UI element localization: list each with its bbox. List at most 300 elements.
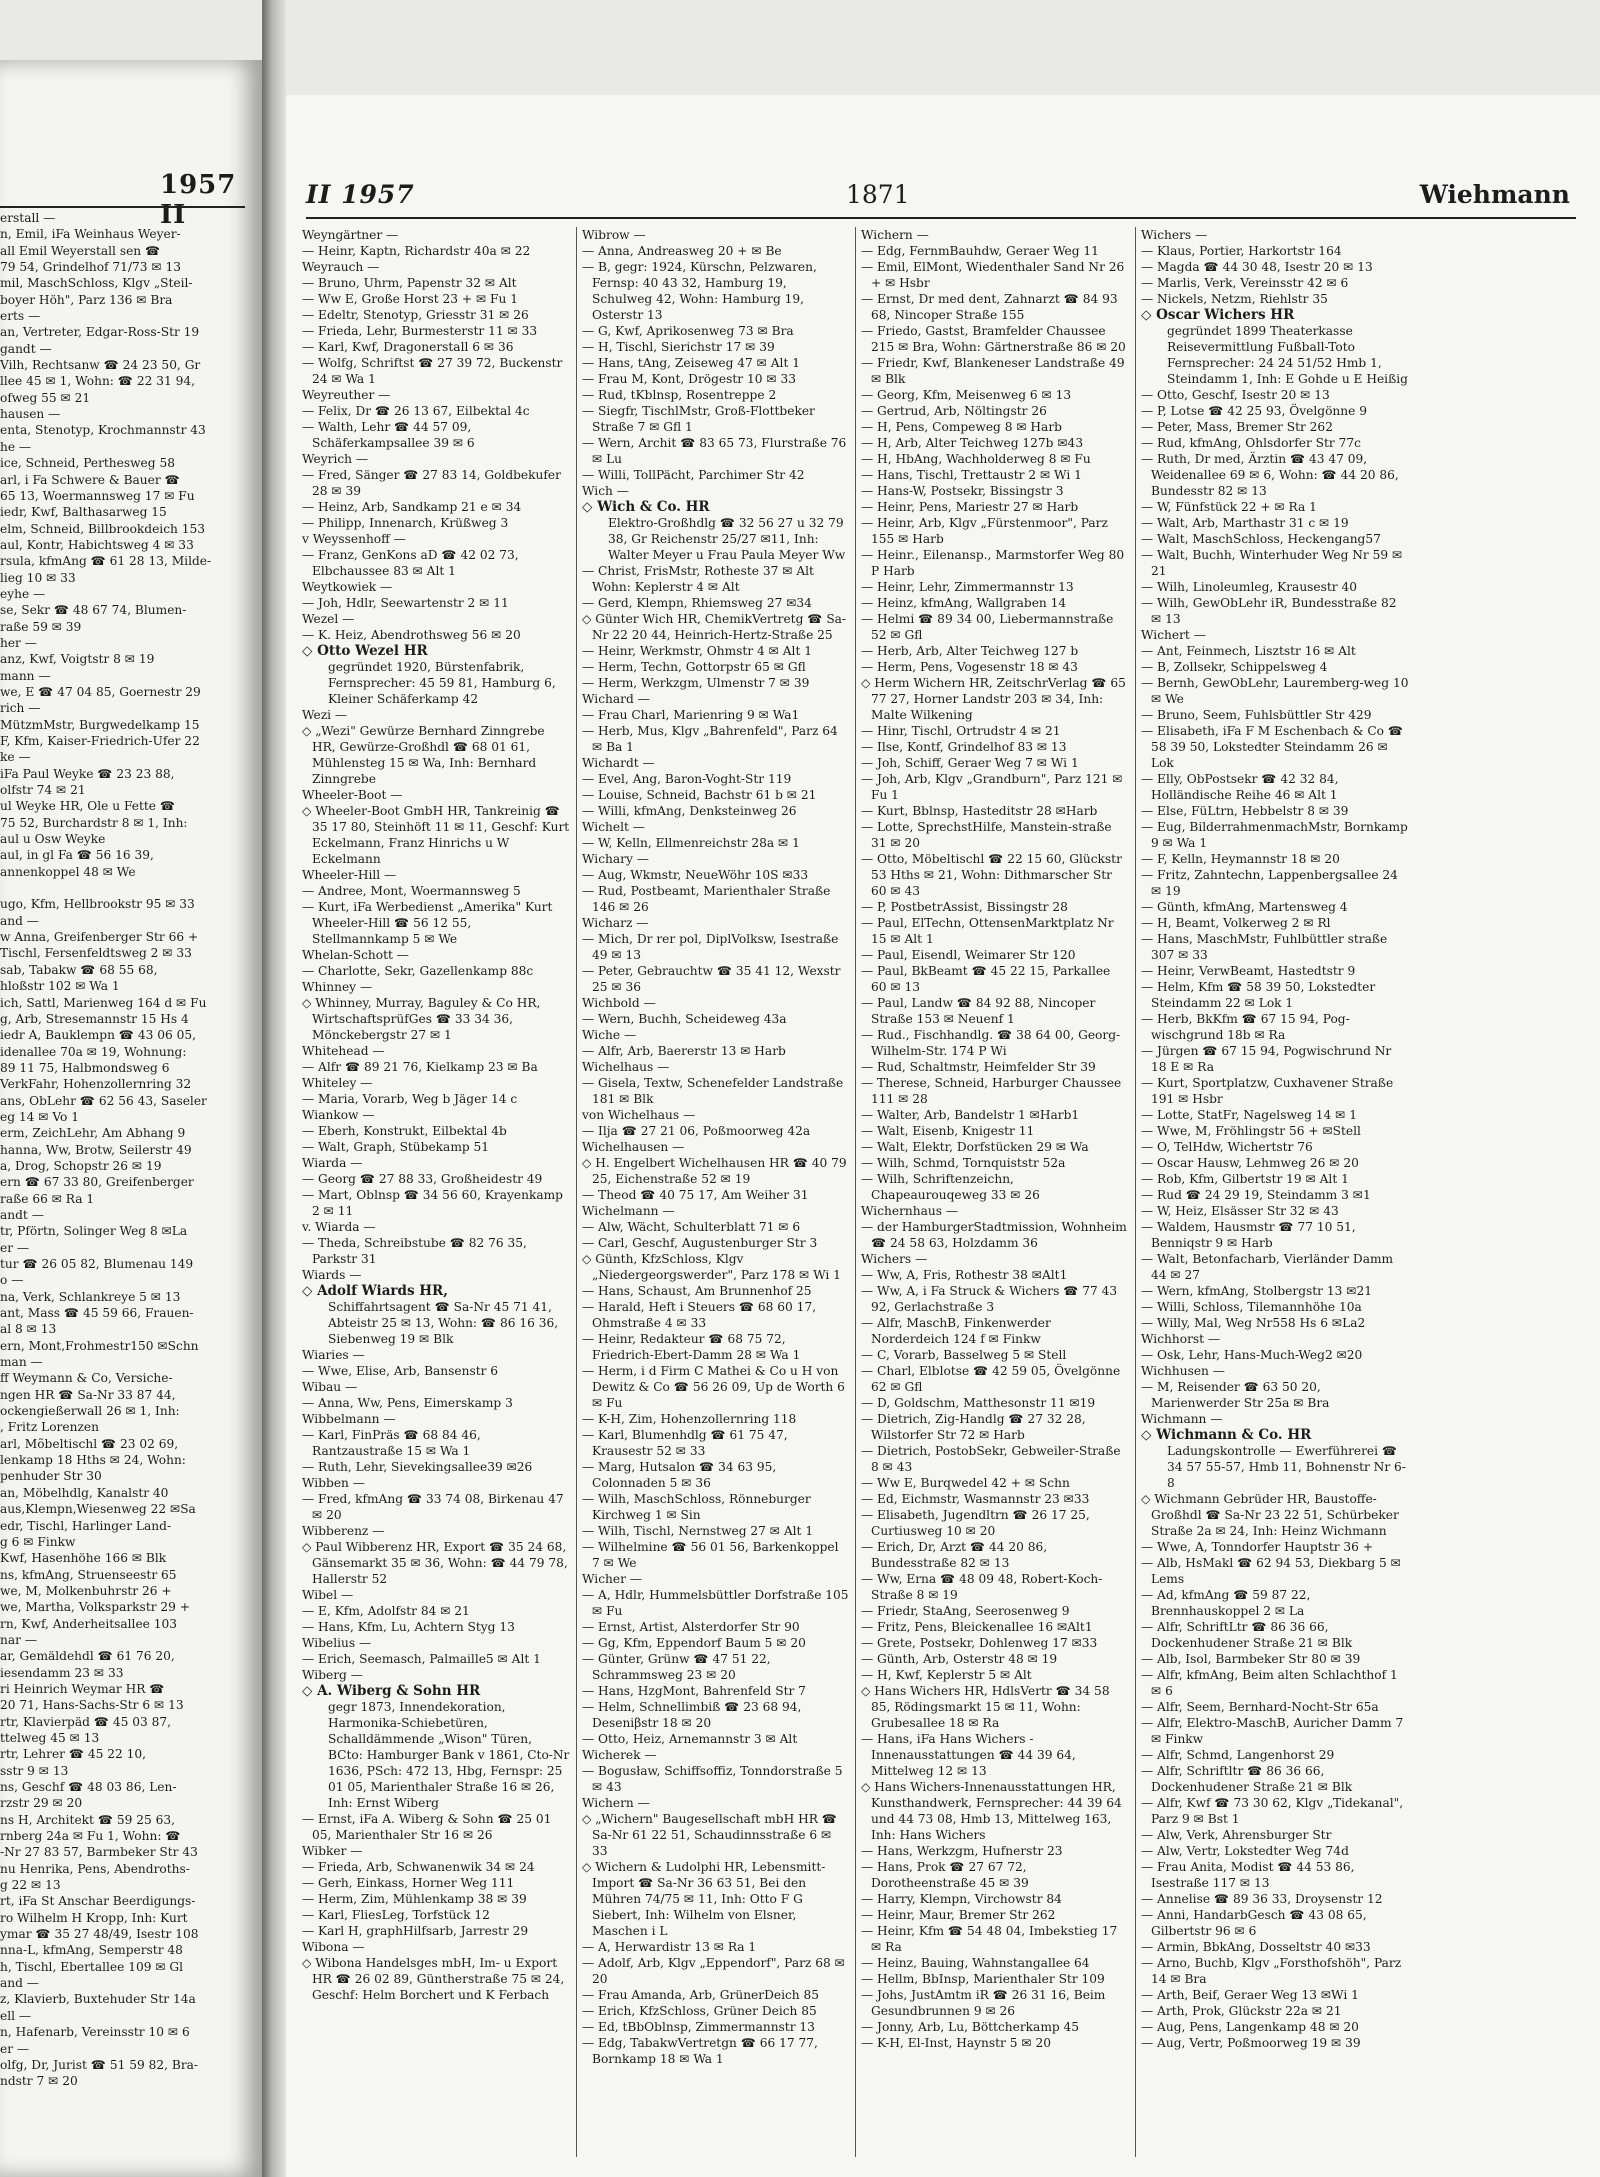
directory-entry: — Theda, Schreibstube ☎ 82 76 35, Parkstr 31: [302, 1236, 527, 1266]
directory-entry: — Wilh, MaschSchloss, Rönneburger Kirchweg 1 ✉ Sin: [582, 1492, 811, 1522]
directory-entry: — Lotte, SprechstHilfe, Manstein-straße 31 ✉ 20: [861, 820, 1112, 850]
directory-entry: — Therese, Schneid, Harburger Chaussee 111 ✉ 28: [861, 1076, 1122, 1106]
directory-entry: Ladungskontrolle — Ewerführerei ☎ 34 57 55-57, Hmb 11, Bohnenstr Nr 6-8: [1167, 1444, 1406, 1490]
directory-entry: — Elly, ObPostsekr ☎ 42 32 84, Holländische Reihe 46 ✉ Alt 1: [1141, 772, 1339, 802]
directory-entry: — Johs, JustAmtm iR ☎ 26 31 16, Beim Gesundbrunnen 9 ✉ 26: [861, 1988, 1106, 2018]
directory-entry: — Rud, Schaltmstr, Heimfelder Str 39: [861, 1060, 1096, 1074]
directory-entry: — Otto, Heiz, Arnemannstr 3 ✉ Alt: [582, 1732, 798, 1746]
directory-entry: — A, Herwardistr 13 ✉ Ra 1: [582, 1940, 757, 1954]
firm-name: ◇ A. Wiberg & Sohn HR: [302, 1683, 481, 1699]
directory-entry: — Heinz, kfmAng, Wallgraben 14: [861, 596, 1067, 610]
directory-entry: — G, Kwf, Aprikosenweg 73 ✉ Bra: [582, 324, 794, 338]
previous-page-line: we, M, Molkenbuhrstr 26 +: [0, 1583, 172, 1598]
previous-page-line: enta, Stenotyp, Krochmannstr 43: [0, 423, 206, 438]
directory-entry: gegr 1873, Innendekoration, Harmonika-Schiebetüren, Schalldämmende „Wison" Türen, BCto: Hamburger Bank v 1861, Cto-Nr 1636, PSch: 472 13, Hbg, Fernspr: 25 01 05, Marienthaler Straße 16 ✉ 26, Inh: Ernst Wiberg: [328, 1700, 570, 1810]
directory-entry: — Walt, Arb, Marthastr 31 c ✉ 19: [1141, 516, 1349, 530]
directory-entry: — Wwe, Elise, Arb, Bansenstr 6: [302, 1364, 499, 1378]
directory-entry: — Peter, Mass, Bremer Str 262: [1141, 420, 1333, 434]
directory-entry: — Nickels, Netzm, Riehlstr 35: [1141, 292, 1328, 306]
previous-page-line: Vilh, Rechtsanw ☎ 24 23 50, Gr: [0, 358, 201, 373]
directory-entry: — Rud., Fischhandlg. ☎ 38 64 00, Georg-Wilhelm-Str. 174 P Wi: [861, 1028, 1121, 1058]
previous-page-line: g 22 ✉ 13: [0, 1878, 61, 1893]
directory-entry: — Herm, Techn, Gottorpstr 65 ✉ Gfl: [582, 660, 806, 674]
previous-page-line: n, Hafenarb, Vereinsstr 10 ✉ 6: [0, 2025, 190, 2040]
directory-entry: Wibau —: [302, 1380, 358, 1394]
directory-entry: — Heinr, Arb, Klgv „Fürstenmoor", Parz 155 ✉ Harb: [861, 516, 1108, 546]
directory-entry: — Frau Anita, Modist ☎ 44 53 86, Isestraße 117 ✉ 13: [1141, 1860, 1355, 1890]
directory-entry: — Herb, BkKfm ☎ 67 15 94, Pog-wischgrund 18b ✉ Ra: [1141, 1012, 1350, 1042]
directory-entry: — Else, FüLtrn, Hebbelstr 8 ✉ 39: [1141, 804, 1349, 818]
previous-page-line: olfg, Dr, Jurist ☎ 51 59 82, Bra-: [0, 2057, 199, 2072]
directory-entry: Wiards —: [302, 1268, 362, 1282]
previous-page-line: nu Henrika, Pens, Abendroths-: [0, 1861, 190, 1876]
directory-entry: — Emil, ElMont, Wiedenthaler Sand Nr 26 + ✉ Hsbr: [861, 260, 1125, 290]
directory-entry: Weytkowiek —: [302, 580, 393, 594]
directory-entry: — Kurt, Bblnsp, Hasteditstr 28 ✉Harb: [861, 804, 1098, 818]
previous-page-line: ns, kfmAng, Struenseestr 65: [0, 1567, 177, 1582]
directory-entry: — D, Goldschm, Matthesonstr 11 ✉19: [861, 1396, 1096, 1410]
directory-entry: Wicher —: [582, 1572, 642, 1586]
previous-page-line: eg 14 ✉ Vo 1: [0, 1109, 80, 1124]
directory-entry: — Louise, Schneid, Bachstr 61 b ✉ 21: [582, 788, 817, 802]
previous-page-line: ro Wilhelm H Kropp, Inh: Kurt: [0, 1910, 188, 1925]
previous-page-line: lenkamp 18 Hths ✉ 24, Wohn:: [0, 1453, 186, 1468]
directory-entry: — Walt, Elektr, Dorfstücken 29 ✉ Wa: [861, 1140, 1089, 1154]
directory-entry: — Gisela, Textw, Schenefelder Landstraße 181 ✉ Blk: [582, 1076, 844, 1106]
directory-entry: — Walt, Buchh, Winterhuder Weg Nr 59 ✉ 21: [1141, 548, 1403, 578]
directory-entry: — Willi, TollPächt, Parchimer Str 42: [582, 468, 805, 482]
directory-entry: — H, HbAng, Wachholderweg 8 ✉ Fu: [861, 452, 1091, 466]
directory-entry: — Frieda, Lehr, Burmesterstr 11 ✉ 33: [302, 324, 538, 338]
directory-entry: Wezel —: [302, 612, 355, 626]
directory-entry: Whiteley —: [302, 1076, 373, 1090]
directory-entry: — Alb, HsMakl ☎ 62 94 53, Diekbarg 5 ✉ Lems: [1141, 1556, 1401, 1586]
directory-entry: — Hans, tAng, Zeiseweg 47 ✉ Alt 1: [582, 356, 800, 370]
directory-entry: — Hans, Prok ☎ 27 67 72, Dorotheenstraße 45 ✉ 39: [861, 1860, 1029, 1890]
directory-entry: v. Wiarda —: [302, 1220, 376, 1234]
directory-entry: — Hinr, Tischl, Ortrudstr 4 ✉ 21: [861, 724, 1061, 738]
directory-entry: Wichbold —: [582, 996, 656, 1010]
directory-entry: — Adolf, Arb, Klgv „Eppendorf", Parz 68 ✉ 20: [582, 1956, 845, 1986]
directory-entry: — Wilh, Tischl, Nernstweg 27 ✉ Alt 1: [582, 1524, 814, 1538]
directory-entry: — B, Zollsekr, Schippelsweg 4: [1141, 660, 1328, 674]
directory-entry: — Dietrich, Zig-Handlg ☎ 27 32 28, Wilstorfer Str 72 ✉ Harb: [861, 1412, 1086, 1442]
directory-entry: ◇ „Wichern" Baugesellschaft mbH HR ☎ Sa-Nr 61 22 51, Schaudinnsstraße 6 ✉ 33: [582, 1812, 837, 1858]
previous-page-line: we, Martha, Volksparkstr 29 +: [0, 1600, 191, 1615]
directory-entry: — Rud, Postbeamt, Marienthaler Straße 146 ✉ 26: [582, 884, 831, 914]
directory-entry: — Günter, Grünw ☎ 47 51 22, Schrammsweg 23 ✉ 20: [582, 1652, 771, 1682]
directory-entry: — Paul, Eisendl, Weimarer Str 120: [861, 948, 1076, 962]
previous-page-line: raße 59 ✉ 39: [0, 619, 82, 634]
previous-page-line: 79 54, Grindelhof 71/73 ✉ 13: [0, 260, 182, 275]
previous-page-line: 89 11 75, Halbmondsweg 6: [0, 1060, 170, 1075]
previous-page-line: hausen —: [0, 407, 61, 422]
directory-entry: — M, Reisender ☎ 63 50 20, Marienwerder Str 25a ✉ Bra: [1141, 1380, 1330, 1410]
previous-page-line: h, Tischl, Ebertallee 109 ✉ Gl: [0, 1959, 184, 1974]
previous-page-line: Kwf, Hasenhöhe 166 ✉ Blk: [0, 1551, 167, 1566]
directory-entry: — Elisabeth, Jugendltrn ☎ 26 17 25, Curtiusweg 10 ✉ 20: [861, 1508, 1090, 1538]
directory-entry: Wheeler-Boot —: [302, 788, 403, 802]
previous-page-line: andt —: [0, 1207, 44, 1222]
previous-page-line: MützmMstr, Burgwedelkamp 15: [0, 717, 200, 732]
directory-entry: ◇ Günter Wich HR, ChemikVertretg ☎ Sa-Nr 22 20 44, Heinrich-Hertz-Straße 25: [582, 612, 847, 642]
directory-entry: — Ww, A, i Fa Struck & Wichers ☎ 77 43 92, Gerlachstraße 3: [861, 1284, 1118, 1314]
previous-page-line: erstall —: [0, 211, 56, 225]
previous-page-line: g, Arb, Stresemannstr 15 Hs 4: [0, 1011, 189, 1026]
directory-entry: — Hans, HzgMont, Bahrenfeld Str 7: [582, 1684, 806, 1698]
directory-entry: — Alfr, MaschB, Finkenwerder Norderdeich 124 f ✉ Finkw: [861, 1316, 1051, 1346]
previous-page-line: nna-L, kfmAng, Semperstr 48: [0, 1943, 183, 1958]
directory-entry: — Ed, tBbOblnsp, Zimmermannstr 13: [582, 2020, 815, 2034]
directory-entry: — Ww E, Große Horst 23 + ✉ Fu 1: [302, 292, 518, 306]
previous-page-line: ar, Gemäldehdl ☎ 61 76 20,: [0, 1649, 175, 1664]
directory-entry: — Wilh, GewObLehr iR, Bundesstraße 82 ✉ 13: [1141, 596, 1397, 626]
previous-page-line: ndstr 7 ✉ 20: [0, 2074, 78, 2089]
directory-entry: — Rud ☎ 24 29 19, Steindamm 3 ✉1: [1141, 1188, 1371, 1202]
directory-entry: — Gertrud, Arb, Nöltingstr 26: [861, 404, 1047, 418]
directory-entry: — Heinr, Pens, Mariestr 27 ✉ Harb: [861, 500, 1079, 514]
previous-page-line: and —: [0, 913, 39, 928]
previous-page-line: a, Drog, Schopstr 26 ✉ 19: [0, 1158, 162, 1173]
directory-entry: — B, gegr: 1924, Kürschn, Pelzwaren, Fernsp: 40 43 32, Hamburg 19, Schulweg 42, Wohn: Hamburg 19, Osterstr 13: [582, 260, 817, 322]
previous-page-line: raße 66 ✉ Ra 1: [0, 1191, 95, 1206]
directory-entry: — Wern, kfmAng, Stolbergstr 13 ✉21: [1141, 1284, 1372, 1298]
previous-page-line: ockengießerwall 26 ✉ 1, Inh:: [0, 1404, 180, 1419]
previous-page-line: ern ☎ 67 33 80, Greifenberger: [0, 1175, 194, 1190]
directory-entry: — Arno, Buchb, Klgv „Forsthofshöh", Parz 14 ✉ Bra: [1141, 1956, 1402, 1986]
directory-entry: — Karl, FinPräs ☎ 68 84 46, Rantzaustraße 15 ✉ Wa 1: [302, 1428, 481, 1458]
directory-entry: — Walt, Betonfacharb, Vierländer Damm 44 ✉ 27: [1141, 1252, 1394, 1282]
directory-entry: — Aug, Pens, Langenkamp 48 ✉ 20: [1141, 2020, 1359, 2034]
previous-page-line: ofweg 55 ✉ 21: [0, 390, 91, 405]
directory-entry: — W, Heiz, Elsässer Str 32 ✉ 43: [1141, 1204, 1339, 1218]
directory-entry: v Weyssenhoff —: [302, 532, 406, 546]
directory-entry: — Maria, Vorarb, Weg b Jäger 14 c: [302, 1092, 518, 1106]
directory-entry: — Walth, Lehr ☎ 44 57 09, Schäferkampsallee 39 ✉ 6: [302, 420, 475, 450]
directory-entry: — Arth, Prok, Glückstr 22a ✉ 21: [1141, 2004, 1342, 2018]
book-gutter: [262, 0, 286, 2177]
directory-entry: — P, Lotse ☎ 42 25 93, Övelgönne 9: [1141, 404, 1367, 418]
directory-entry: — Hans, Kfm, Lu, Achtern Styg 13: [302, 1620, 515, 1634]
directory-entry: Weyrich —: [302, 452, 369, 466]
directory-entry: — Siegfr, TischlMstr, Groß-Flottbeker Straße 7 ✉ Gfl 1: [582, 404, 815, 434]
directory-entry: — Klaus, Portier, Harkortstr 164: [1141, 244, 1342, 258]
directory-entry: — Waldem, Hausmstr ☎ 77 10 51, Benniqstr 9 ✉ Harb: [1141, 1220, 1356, 1250]
previous-page-line: ymar ☎ 35 27 48/49, Isestr 108: [0, 1927, 199, 1942]
directory-entry: — Heinr, VerwBeamt, Hastedtstr 9: [1141, 964, 1356, 978]
page-number: 1871: [846, 180, 910, 209]
page-keyword-header: Wiehmann: [1419, 180, 1570, 209]
directory-entry: — Ruth, Lehr, Sievekingsallee39 ✉26: [302, 1460, 533, 1474]
directory-entry: — Heinz, Bauing, Wahnstangallee 64: [861, 1956, 1090, 1970]
directory-entry: — Joh, Schiff, Geraer Weg 7 ✉ Wi 1: [861, 756, 1079, 770]
directory-entry: — H, Kwf, Keplerstr 5 ✉ Alt: [861, 1668, 1032, 1682]
directory-entry: — Marg, Hutsalon ☎ 34 63 95, Colonnaden 5 ✉ 36: [582, 1460, 777, 1490]
directory-entry: — Harry, Klempn, Virchowstr 84: [861, 1892, 1062, 1906]
directory-entry: — Georg ☎ 27 88 33, Großheidestr 49: [302, 1172, 543, 1186]
directory-entry: — Hans, MaschMstr, Fuhlbüttler straße 307 ✉ 33: [1141, 932, 1388, 962]
previous-page-line: F, Kfm, Kaiser-Friedrich-Ufer 22: [0, 734, 200, 748]
directory-entry: — Friedr, Kwf, Blankeneser Landstraße 49 ✉ Blk: [861, 356, 1125, 386]
directory-entry: — Anna, Andreasweg 20 + ✉ Be: [582, 244, 782, 258]
previous-page-line: erm, ZeichLehr, Am Abhang 9: [0, 1126, 186, 1141]
directory-entry: — E, Kfm, Adolfstr 84 ✉ 21: [302, 1604, 470, 1618]
directory-entry: — Franz, GenKons aD ☎ 42 02 73, Elbchaussee 83 ✉ Alt 1: [302, 548, 519, 578]
directory-entry: — O, TelHdw, Wichertstr 76: [1141, 1140, 1313, 1154]
directory-entry: Wiche —: [582, 1028, 637, 1042]
directory-entry: — Heinr, Kfm ☎ 54 48 04, Imbekstieg 17 ✉ Ra: [861, 1924, 1118, 1954]
previous-page-line: ell —: [0, 2008, 32, 2023]
directory-entry: — Walt, MaschSchloss, Heckengang57: [1141, 532, 1381, 546]
directory-entry: Wiankow —: [302, 1108, 375, 1122]
directory-entry: — Ernst, iFa A. Wiberg & Sohn ☎ 25 01 05, Marienthaler Str 16 ✉ 26: [302, 1812, 552, 1842]
directory-column-3: [861, 227, 1129, 2051]
previous-page-line: 20 71, Hans-Sachs-Str 6 ✉ 13: [0, 1698, 184, 1713]
directory-entry: — Karl H, graphHilfsarb, Jarrestr 29: [302, 1924, 529, 1938]
directory-entry: — Georg, Kfm, Meisenweg 6 ✉ 13: [861, 388, 1072, 402]
directory-entry: — Hans, Tischl, Trettaustr 2 ✉ Wi 1: [861, 468, 1082, 482]
previous-page-line: an, Möbelhdlg, Kanalstr 40: [0, 1485, 169, 1500]
directory-entry: — Jürgen ☎ 67 15 94, Pogwischrund Nr 18 E ✉ Ra: [1141, 1044, 1392, 1074]
directory-entry: — Herb, Mus, Klgv „Bahrenfeld", Parz 64 ✉ Ba 1: [582, 724, 838, 754]
directory-entry: — H, Tischl, Sierichstr 17 ✉ 39: [582, 340, 775, 354]
directory-entry: — Helmi ☎ 89 34 00, Liebermannstraße 52 ✉ Gfl: [861, 612, 1114, 642]
directory-entry: — Peter, Gebrauchtw ☎ 35 41 12, Wexstr 25 ✉ 36: [582, 964, 841, 994]
directory-entry: ◇ Hans Wichers HR, HdlsVertr ☎ 34 58 85, Rödingsmarkt 15 ✉ 11, Wohn: Grubesallee 18 ✉ Ra: [861, 1684, 1110, 1730]
directory-entry: — Eberh, Konstrukt, Eilbektal 4b: [302, 1124, 507, 1138]
directory-entry: — W, Fünfstück 22 + ✉ Ra 1: [1141, 500, 1317, 514]
directory-entry: — Anni, HandarbGesch ☎ 43 08 65, Gilbertstr 96 ✉ 6: [1141, 1908, 1367, 1938]
previous-page-line: annenkoppel 48 ✉ We: [0, 864, 136, 879]
directory-entry: — Karl, Kwf, Dragonerstall 6 ✉ 36: [302, 340, 514, 354]
directory-entry: — Gerh, Einkass, Horner Weg 111: [302, 1876, 515, 1890]
previous-page-line: aul u Osw Weyke: [0, 832, 106, 847]
directory-entry: ◇ „Wezi" Gewürze Bernhard Zinngrebe HR, Gewürze-Großhdl ☎ 68 01 61, Mühlensteg 15 ✉ Wa, Inh: Bernhard Zinngrebe: [302, 724, 545, 786]
directory-entry: — Günth, Arb, Osterstr 48 ✉ 19: [861, 1652, 1058, 1666]
previous-page-line: er —: [0, 1240, 30, 1255]
directory-entry: — Ww E, Burqwedel 42 + ✉ Schn: [861, 1476, 1070, 1490]
previous-page-line: arl, i Fa Schwere & Bauer ☎: [0, 472, 180, 487]
directory-entry: — Ruth, Dr med, Ärztin ☎ 43 47 09, Weidenallee 69 ✉ 6, Wohn: ☎ 44 20 86, Bundesstr 82 ✉ 13: [1141, 452, 1399, 498]
directory-entry: Wibelius —: [302, 1636, 372, 1650]
directory-entry: — Mich, Dr rer pol, DiplVolksw, Isestraße 49 ✉ 13: [582, 932, 839, 962]
directory-entry: ◇ Wheeler-Boot GmbH HR, Tankreinig ☎ 35 17 80, Steinhöft 11 ✉ 11, Geschf: Kurt Eckelmann, Franz Hinrichs u W Eckelmann: [302, 804, 570, 866]
directory-entry: — Karl, FliesLeg, Torfstück 12: [302, 1908, 490, 1922]
directory-entry: — Theod ☎ 40 75 17, Am Weiher 31: [582, 1188, 809, 1202]
directory-entry: — Alfr, SchriftLtr ☎ 86 36 66, Dockenhudener Straße 21 ✉ Blk: [1141, 1620, 1353, 1650]
directory-entry: Weyrauch —: [302, 260, 380, 274]
directory-entry: Wichelmann —: [582, 1204, 675, 1218]
directory-entry: — Hans, Werkzgm, Hufnerstr 23: [861, 1844, 1063, 1858]
directory-entry: — Gg, Kfm, Eppendorf Baum 5 ✉ 20: [582, 1636, 806, 1650]
directory-entry: — Aug, Vertr, Poßmoorweg 19 ✉ 39: [1141, 2036, 1361, 2050]
directory-entry: — Walt, Graph, Stübekamp 51: [302, 1140, 490, 1154]
directory-entry: — W, Kelln, Ellmenreichstr 28a ✉ 1: [582, 836, 800, 850]
previous-page-line: penhuder Str 30: [0, 1469, 102, 1484]
previous-page-line: he —: [0, 439, 32, 454]
previous-page-line: anz, Kwf, Voigtstr 8 ✉ 19: [0, 652, 155, 667]
previous-page-line: erts —: [0, 309, 41, 324]
directory-entry: Wezi —: [302, 708, 348, 722]
previous-page-line: sab, Tabakw ☎ 68 55 68,: [0, 962, 158, 977]
directory-entry: — Evel, Ang, Baron-Voght-Str 119: [582, 772, 792, 786]
directory-entry: — Alw, Wächt, Schulterblatt 71 ✉ 6: [582, 1220, 801, 1234]
directory-entry: Wibben —: [302, 1476, 365, 1490]
directory-entry: — Osk, Lehr, Hans-Much-Weg2 ✉20: [1141, 1348, 1363, 1362]
directory-entry: ◇ Herm Wichern HR, ZeitschrVerlag ☎ 65 77 27, Horner Landstr 203 ✉ 34, Inh: Malte Wilkening: [861, 676, 1126, 722]
previous-page-line: o —: [0, 1273, 24, 1288]
directory-entry: — Fred, Sänger ☎ 27 83 14, Goldbekufer 28 ✉ 39: [302, 468, 561, 498]
previous-page-line: sstr 9 ✉ 13: [0, 1763, 69, 1778]
directory-entry: — der HamburgerStadtmission, Wohnheim ☎ 24 58 63, Holzdamm 36: [861, 1220, 1127, 1250]
previous-page-line: iFa Paul Weyke ☎ 23 23 88,: [0, 766, 175, 781]
directory-entry: — Fritz, Pens, Bleickenallee 16 ✉Alt1: [861, 1620, 1093, 1634]
directory-entry: — Herm, i d Firm C Mathei & Co u H von Dewitz & Co ☎ 56 26 09, Up de Worth 6 ✉ Fu: [582, 1364, 845, 1410]
previous-page-line: mil, MaschSchloss, Klgv „Steil-: [0, 276, 193, 291]
directory-entry: — K. Heiz, Abendrothsweg 56 ✉ 20: [302, 628, 521, 642]
directory-entry: — Erich, Dr, Arzt ☎ 44 20 86, Bundesstraße 82 ✉ 13: [861, 1540, 1048, 1570]
directory-entry: — Heinr, Kaptn, Richardstr 40a ✉ 22: [302, 244, 531, 258]
directory-entry: — Eug, BilderrahmenmachMstr, Bornkamp 9 ✉ Wa 1: [1141, 820, 1408, 850]
previous-page-header: 1957 II: [160, 170, 237, 230]
firm-name: ◇ Adolf Wiards HR,: [302, 1283, 448, 1299]
directory-entry: — Grete, Postsekr, Dohlenweg 17 ✉33: [861, 1636, 1098, 1650]
directory-entry: — Frau M, Kont, Drögestr 10 ✉ 33: [582, 372, 796, 386]
previous-page-line: iesendamm 23 ✉ 33: [0, 1665, 124, 1680]
directory-entry: — Willy, Mal, Weg Nr558 Hs 6 ✉La2: [1141, 1316, 1366, 1330]
previous-page-line: lieg 10 ✉ 33: [0, 570, 76, 585]
previous-page-line: [0, 880, 262, 896]
directory-entry: — Alfr, Seem, Bernhard-Nocht-Str 65a: [1141, 1700, 1379, 1714]
previous-page-line: na, Verk, Schlankreye 5 ✉ 13: [0, 1289, 181, 1304]
directory-entry: Wichelt —: [582, 820, 645, 834]
directory-entry: Weyngärtner —: [302, 228, 399, 242]
directory-entry: — Dietrich, PostobSekr, Gebweiler-Straße 8 ✉ 43: [861, 1444, 1121, 1474]
directory-entry: — Ww, A, Fris, Rothestr 38 ✉Alt1: [861, 1268, 1068, 1282]
directory-entry: — Ernst, Artist, Alsterdorfer Str 90: [582, 1620, 800, 1634]
directory-entry: — Ad, kfmAng ☎ 59 87 22, Brennhauskoppel 2 ✉ La: [1141, 1588, 1311, 1618]
directory-entry: — Joh, Arb, Klgv „Grandburn", Parz 121 ✉ Fu 1: [861, 772, 1123, 802]
page-year-header: II 1957: [306, 180, 415, 209]
previous-page-line: man —: [0, 1355, 43, 1370]
directory-entry: Wiaries —: [302, 1348, 365, 1362]
directory-entry: — Paul, Landw ☎ 84 92 88, Nincoper Straße 153 ✉ Neuenf 1: [861, 996, 1096, 1026]
directory-entry: — Arth, Beif, Geraer Weg 13 ✉Wi 1: [1141, 1988, 1359, 2002]
directory-entry: — Frieda, Arb, Schwanenwik 34 ✉ 24: [302, 1860, 535, 1874]
previous-page-line: her —: [0, 635, 37, 650]
directory-entry: — Günth, kfmAng, Martensweg 4: [1141, 900, 1348, 914]
directory-entry: — Bogusław, Schiffsoffiz, Tonndorstraße 5 ✉ 43: [582, 1764, 843, 1794]
directory-entry: — Hans-W, Postsekr, Bissingstr 3: [861, 484, 1064, 498]
directory-entry: — Wilhelmine ☎ 56 01 56, Barkenkoppel 7 ✉ We: [582, 1540, 839, 1570]
directory-entry: ◇ Wichmann Gebrüder HR, Baustoffe-Großhdl ☎ Sa-Nr 23 22 51, Schürbeker Straße 2a ✉ 24, Inh: Heinz Wichmann: [1141, 1492, 1399, 1538]
previous-page-line: rtr, Klavierpäd ☎ 45 03 87,: [0, 1714, 171, 1729]
directory-entry: — Ww, Erna ☎ 48 09 48, Robert-Koch-Straße 8 ✉ 19: [861, 1572, 1103, 1602]
directory-column-4: [1141, 227, 1409, 2051]
previous-page-line: rich —: [0, 701, 41, 716]
directory-entry: Whitehead —: [302, 1044, 385, 1058]
directory-entry: — Paul, ElTechn, OttensenMarktplatz Nr 15 ✉ Alt 1: [861, 916, 1114, 946]
directory-entry: — Helm, Kfm ☎ 58 39 50, Lokstedter Steindamm 22 ✉ Lok 1: [1141, 980, 1376, 1010]
directory-entry: ◇ Günth, KfzSchloss, Klgv „Niedergeorgswerder", Parz 178 ✉ Wi 1: [582, 1252, 841, 1282]
previous-page-line: aul, Kontr, Habichtsweg 4 ✉ 33: [0, 537, 194, 552]
directory-entry: — Mart, Oblnsp ☎ 34 56 60, Krayenkamp 2 ✉ 11: [302, 1188, 563, 1218]
directory-entry: — K-H, Zim, Hohenzollernring 118: [582, 1412, 797, 1426]
directory-entry: — C, Vorarb, Basselweg 5 ✉ Stell: [861, 1348, 1067, 1362]
directory-entry: — Rud, kfmAng, Ohlsdorfer Str 77c: [1141, 436, 1361, 450]
previous-page-line: rnberg 24a ✉ Fu 1, Wohn: ☎: [0, 1829, 181, 1844]
directory-entry: — Alfr, Elektro-MaschB, Auricher Damm 7 ✉ Finkw: [1141, 1716, 1404, 1746]
previous-page-line: elm, Schneid, Billbrookdeich 153: [0, 521, 206, 536]
directory-entry: — Otto, Geschf, Isestr 20 ✉ 13: [1141, 388, 1330, 402]
directory-entry: — Heinr, Werkmstr, Ohmstr 4 ✉ Alt 1: [582, 644, 812, 658]
previous-page-line: ns H, Architekt ☎ 59 25 63,: [0, 1812, 176, 1827]
directory-entry: Wheeler-Hill —: [302, 868, 397, 882]
firm-name: ◇ Wich & Co. HR: [582, 499, 710, 515]
directory-entry: — Ant, Feinmech, Lisztstr 16 ✉ Alt: [1141, 644, 1356, 658]
previous-page-line: eyhe —: [0, 586, 46, 601]
directory-entry: — H, Beamt, Volkerweg 2 ✉ Rl: [1141, 916, 1331, 930]
directory-entry: Wichelhausen —: [582, 1140, 685, 1154]
previous-page-line: tr, Pförtn, Solinger Weg 8 ✉La: [0, 1224, 188, 1239]
directory-entry: Wichernhaus —: [861, 1204, 959, 1218]
directory-entry: — Wern, Archit ☎ 83 65 73, Flurstraße 76 ✉ Lu: [582, 436, 847, 466]
directory-entry: — Otto, Möbeltischl ☎ 22 15 60, Glückstr 53 Hths ✉ 21, Wohn: Dithmarscher Str 60 ✉ 43: [861, 852, 1122, 898]
previous-page-text: [0, 210, 262, 2090]
directory-entry: — Friedr, StaAng, Seerosenweg 9: [861, 1604, 1070, 1618]
previous-page-line: hanna, Ww, Brotw, Seilerstr 49: [0, 1142, 192, 1157]
directory-entry: — Erich, Seemasch, Palmaille5 ✉ Alt 1: [302, 1652, 541, 1666]
previous-page-rule: [0, 206, 245, 208]
directory-entry: — Rud, tKblnsp, Rosentreppe 2: [582, 388, 777, 402]
directory-entry: — Marlis, Verk, Vereinsstr 42 ✉ 6: [1141, 276, 1349, 290]
previous-page-line: z, Klavierb, Buxtehuder Str 14a: [0, 1992, 196, 2007]
previous-page-line: ttelweg 45 ✉ 13: [0, 1730, 100, 1745]
previous-page-line: -Nr 27 83 57, Barmbeker Str 43: [0, 1845, 198, 1860]
directory-entry: ◇ Wibona Handelsges mbH, Im- u Export HR ☎ 26 02 89, Güntherstraße 75 ✉ 24, Geschf: Helm Borchert und K Ferbach: [302, 1956, 565, 2002]
directory-entry: — Hans, iFa Hans Wichers - Innenausstattungen ☎ 44 39 64, Mittelweg 12 ✉ 13: [861, 1732, 1076, 1778]
directory-entry: — Wolfg, Schriftst ☎ 27 39 72, Buckenstr 24 ✉ Wa 1: [302, 356, 563, 386]
directory-entry: Whinney —: [302, 980, 373, 994]
directory-entry: Wibona —: [302, 1940, 365, 1954]
previous-page-line: rzstr 29 ✉ 20: [0, 1796, 83, 1811]
directory-entry: Wichary —: [582, 852, 649, 866]
directory-entry: — Willi, kfmAng, Denksteinweg 26: [582, 804, 797, 818]
previous-page-line: arl, Mõbeltischl ☎ 23 02 69,: [0, 1436, 179, 1451]
previous-page-line: er —: [0, 2041, 30, 2056]
directory-entry: — Heinr., Eilenansp., Marmstorfer Weg 80 P Harb: [861, 548, 1125, 578]
previous-page-line: mann —: [0, 668, 51, 683]
firm-name: ◇ Otto Wezel HR: [302, 643, 428, 659]
previous-page-line: ul Weyke HR, Ole u Fette ☎: [0, 799, 176, 814]
previous-page-line: we, E ☎ 47 04 85, Goernestr 29: [0, 684, 201, 699]
directory-entry: — Hellm, BbInsp, Marienthaler Str 109: [861, 1972, 1105, 1986]
directory-entry: — P, PostbetrAssist, Bissingstr 28: [861, 900, 1068, 914]
directory-entry: — Paul, BkBeamt ☎ 45 22 15, Parkallee 60 ✉ 13: [861, 964, 1111, 994]
directory-entry: — Heinr, Redakteur ☎ 68 75 72, Friedrich-Ebert-Damm 28 ✉ Wa 1: [582, 1332, 801, 1362]
directory-entry: Wibbelmann —: [302, 1412, 396, 1426]
previous-page-line: ngen HR ☎ Sa-Nr 33 87 44,: [0, 1387, 176, 1402]
previous-page-line: Tischl, Fersenfeldtsweg 2 ✉ 33: [0, 946, 192, 961]
directory-entry: — Charl, Elblotse ☎ 42 59 05, Övelgönne 62 ✉ Gfl: [861, 1364, 1121, 1394]
previous-page-line: boyer Höh", Parz 136 ✉ Bra: [0, 292, 173, 307]
directory-entry: — Edg, TabakwVertretgn ☎ 66 17 77, Bornkamp 18 ✉ Wa 1: [582, 2036, 818, 2066]
directory-entry: Wichelhaus —: [582, 1060, 670, 1074]
previous-page-line: edr, Tischl, Harlinger Land-: [0, 1518, 172, 1533]
previous-page-line: hloßstr 102 ✉ Wa 1: [0, 979, 120, 994]
directory-entry: — Erich, KfzSchloss, Grüner Deich 85: [582, 2004, 817, 2018]
directory-entry: — Ilse, Kontf, Grindelhof 83 ✉ 13: [861, 740, 1067, 754]
